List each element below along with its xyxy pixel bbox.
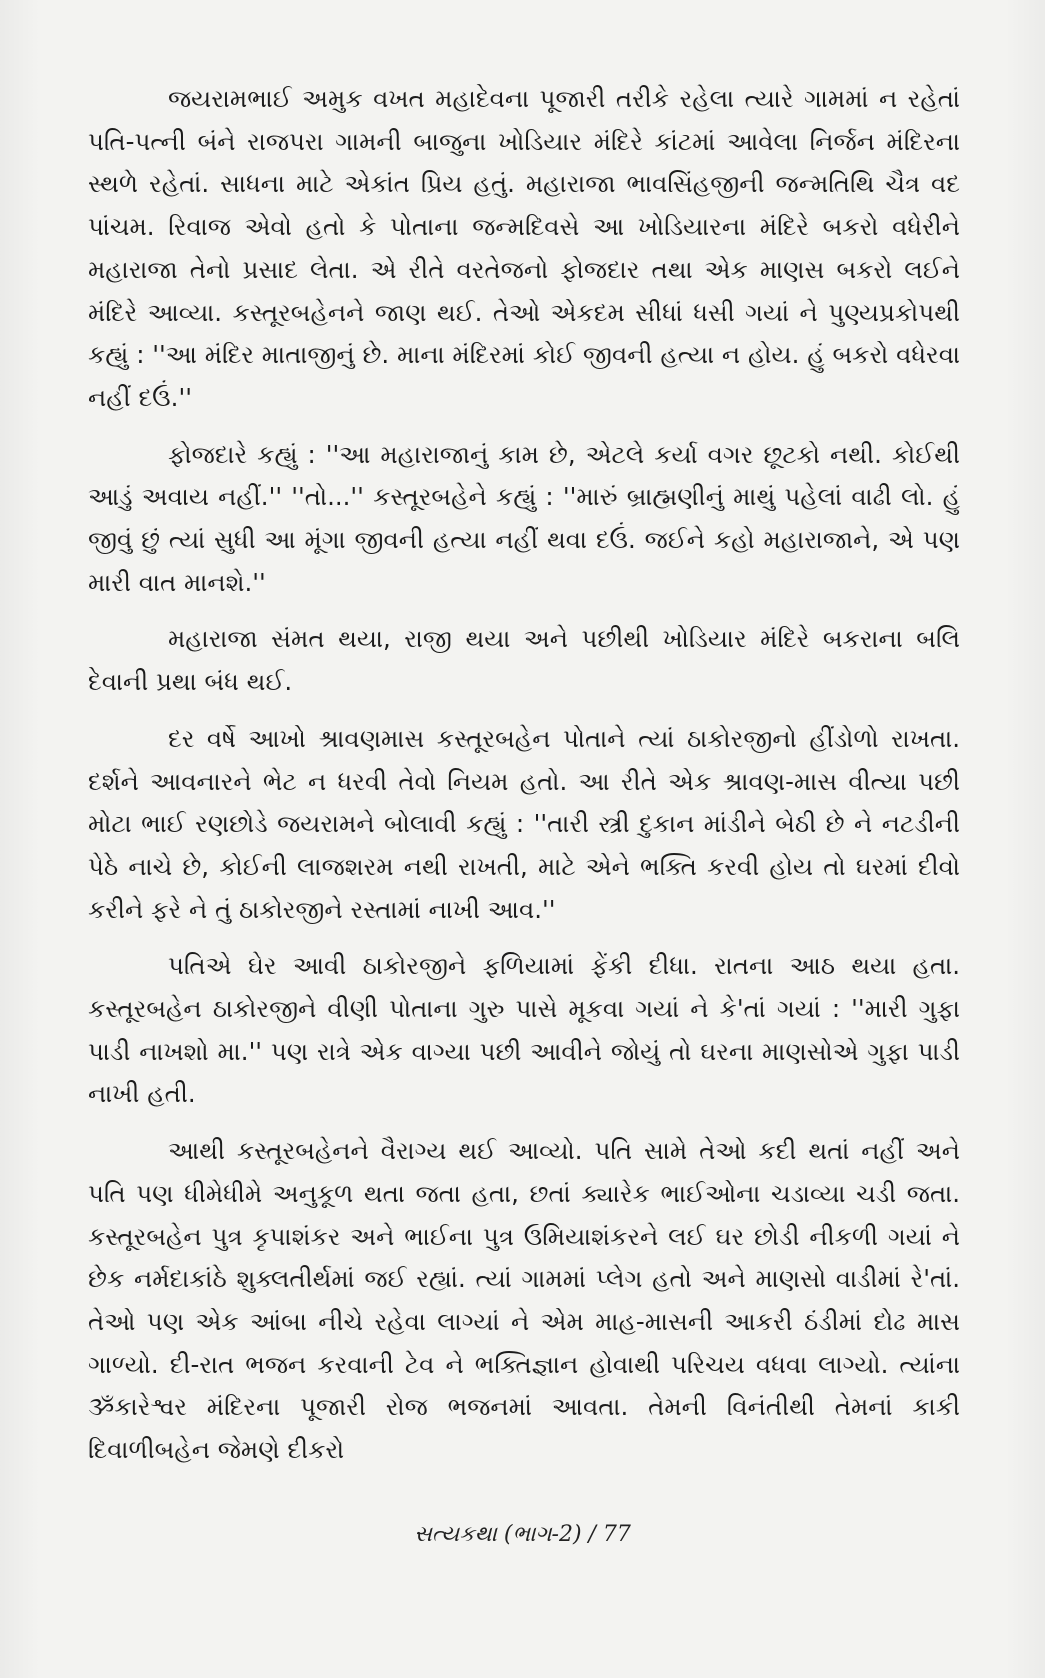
- page-footer: સત્યકથા (ભાગ-2) / 77: [414, 1522, 631, 1547]
- paragraph-3: મહારાજા સંમત થયા, રાજી થયા અને પછીથી ખોડિયાર મંદિરે બકરાના બલિ દેવાની પ્રથા બંધ થઈ.: [88, 624, 960, 697]
- paragraph-2: ફોજદારે કહ્યું : ''આ મહારાજાનું કામ છે, એટલે કર્યા વગર છૂટકો નથી. કોઈથી આડું અવાય નહીં.'' ''તો...'' કસ્તૂરબહેને કહ્યું : ''મારું બ્રાહ્મણીનું માથું પહેલાં વાઢી લો. હું જીવું છું ત્યાં સુધી આ મૂંગા જીવની હત્યા નહીં થવા દઉં. જઈને કહો મહારાજાને, એ પણ મારી વાત માનશે.'': [88, 439, 960, 597]
- paragraph-4: દર વર્ષે આખો શ્રાવણમાસ કસ્તૂરબહેન પોતાને ત્યાં ઠાકોરજીનો હીંડોળો રાખતા. દર્શને આવનારને ભેટ ન ધરવી તેવો નિયમ હતો. આ રીતે એક શ્રાવણ-માસ વીત્યા પછી મોટા ભાઈ રણછોડે જયરામને બોલાવી કહ્યું : ''તારી સ્ત્રી દુકાન માંડીને બેઠી છે ને નટડીની પેઠે નાચે છે, કોઈની લાજશરમ નથી રાખતી, માટે એને ભક્તિ કરવી હોય તો ઘરમાં દીવો કરીને ફરે ને તું ઠાકોરજીને રસ્તામાં નાખી આવ.'': [88, 723, 960, 924]
- page-body-text: [88, 78, 960, 1486]
- paragraph-5: પતિએ ઘેર આવી ઠાકોરજીને ફળિયામાં ફેંકી દીધા. રાતના આઠ થયા હતા. કસ્તૂરબહેન ઠાકોરજીને વીણી પોતાના ગુરુ પાસે મૂકવા ગયાં ને કે'તાં ગયાં : ''મારી ગુફા પાડી નાખશો મા.'' પણ રાત્રે એક વાગ્યા પછી આવીને જોયું તો ઘરના માણસોએ ગુફા પાડી નાખી હતી.: [88, 951, 960, 1109]
- paragraph-1: જયરામભાઈ અમુક વખત મહાદેવના પૂજારી તરીકે રહેલા ત્યારે ગામમાં ન રહેતાં પતિ-પત્ની બંને રાજપરા ગામની બાજુના ખોડિયાર મંદિરે કાંટમાં આવેલા નિર્જન મંદિરના સ્થળે રહેતાં. સાધના માટે એકાંત પ્રિય હતું. મહારાજા ભાવસિંહજીની જન્મતિથિ ચૈત્ર વદ પાંચમ. રિવાજ એવો હતો કે પોતાના જન્મદિવસે આ ખોડિયારના મંદિરે બકરો વધેરીને મહારાજા તેનો પ્રસાદ લેતા. એ રીતે વરતેજનો ફોજદાર તથા એક માણસ બકરો લઈને મંદિરે આવ્યા. કસ્તૂરબહેનને જાણ થઈ. તેઓ એકદમ સીધાં ધસી ગયાં ને પુણ્યપ્રકોપથી કહ્યું : ''આ મંદિર માતાજીનું છે. માના મંદિરમાં કોઈ જીવની હત્યા ન હોય. હું બકરો વધેરવા નહીં દઉં.'': [88, 84, 960, 412]
- paragraph-6: આથી કસ્તૂરબહેનને વૈરાગ્ય થઈ આવ્યો. પતિ સામે તેઓ કદી થતાં નહીં અને પતિ પણ ધીમેધીમે અનુકૂળ થતા જતા હતા, છતાં ક્યારેક ભાઈઓના ચડાવ્યા ચડી જતા. કસ્તૂરબહેન પુત્ર કૃપાશંકર અને ભાઈના પુત્ર ઉમિયાશંકરને લઈ ઘર છોડી નીકળી ગયાં ને છેક નર્મદાકાંઠે શુક્લતીર્થમાં જઈ રહ્યાં. ત્યાં ગામમાં પ્લેગ હતો અને માણસો વાડીમાં રે'તાં. તેઓ પણ એક આંબા નીચે રહેવા લાગ્યાં ને એમ માહ-માસની આકરી ઠંડીમાં દોઢ માસ ગાળ્યો. દી-રાત ભજન કરવાની ટેવ ને ભક્તિજ્ઞાન હોવાથી પરિચય વધવા લાગ્યો. ત્યાંના ૐકારેશ્વર મંદિરના પૂજારી રોજ ભજનમાં આવતા. તેમની વિનંતીથી તેમનાં કાકી દિવાળીબહેન જેમણે દીકરો: [88, 1136, 960, 1465]
